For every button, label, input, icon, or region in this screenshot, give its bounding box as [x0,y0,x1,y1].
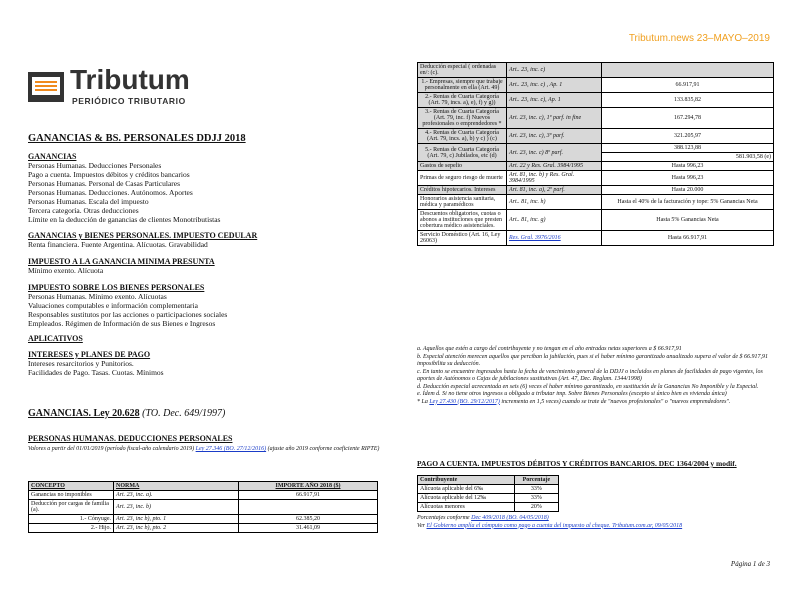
table-header-row [418,476,559,485]
table-cell: 2.- Rentas de Cuarta Categoría (Art. 79, incs. a), e), f) y g)) [418,93,507,108]
table-cell: 1.- Empresas, siempre que trabaje personalmente en ella (Art. 49) [418,78,507,93]
table-cell: 5.- Rentas de Cuarta Categoría (Art. 79, c) Jubilados, etc (d) [418,144,507,162]
logo [28,64,208,114]
table-cell: Ganancias no imponibles [29,491,114,500]
column-header: Contribuyente [418,476,515,485]
index-heading: IMPUESTO SOBRE LOS BIENES PERSONALES [28,283,205,292]
table-cell: Servicio Doméstico (Art. 16, Ley 26063) [418,231,507,246]
deductions-heading: PERSONAS HUMANAS. DEDUCCIONES PERSONALES [28,434,233,443]
note-item: c. En tanto se encuentre ingresados hasta la fecha de vencimiento general de la DDJJ o incluidos en planes de facilidades de pago vigentes, los aportes de Autónomos o Cajas de jubilaciones sustitutivas (Art. 47, Dec. Reglam. 1344/1998) [417,368,763,382]
column-header [602,63,774,78]
pago-note-1 [417,515,777,523]
note-item: e. Ídem d. Si no tiene otros ingresos u obligado a tributar imp. Sobre Bienes Personales (excepto si único bien es vivienda única) [417,391,727,397]
column-header: NORMA [114,482,239,491]
note-item: d. Deducción especial acrecentada en seis (6) veces el haber mínimo garantizado, en sustitución de la Ganancias No Imponible y la Especial. [417,383,759,390]
column-header: Deducción especial ( ordenadas en/: (c). [418,63,507,78]
table-cell: Art.. 81, inc. h) [507,195,602,210]
index-item[interactable]: Renta financiera. Fuente Argentina. Alícuotas. Gravabilidad [28,240,208,249]
index-item[interactable]: Valuaciones computables e información complementaria [28,301,198,310]
table-cell: Art. 23, inc. c) 8º parf. [507,144,602,162]
table-row [29,491,378,500]
column-header: Porcentaje [514,476,558,485]
table-row [418,186,774,195]
index-list [28,240,257,249]
table-row [418,108,774,129]
header-date: Tributum.news 23–MAYO–2019 [628,33,770,44]
table-row [29,500,378,515]
note-text: Porcentajes conforme [417,515,472,521]
index-item[interactable]: Personas Humanas. Personal de Casas Particulares [28,179,181,188]
index-minima [28,257,215,275]
ley-27430-link[interactable]: Ley 27.430 (BO. 29/12/2017) [429,398,500,405]
logo-name: Tributum [70,64,190,95]
table-row [418,162,774,171]
note-star [417,399,774,407]
table-row [418,485,559,494]
table-row [418,195,774,210]
table-cell: Hasta 996,23 [602,171,774,186]
table-row [418,503,559,512]
index-list [28,161,388,224]
page-title: GANANCIAS & BS. PERSONALES DDJJ 2018 [28,133,246,144]
table-row [418,93,774,108]
table-cell: Art.. 23, inc. c) , Ap. 1 [507,78,602,93]
table-cell: Hasta 5% Ganancias Neta [602,210,774,231]
index-item[interactable]: Personas Humanas. Deducciones Personales [28,161,162,170]
index-ganancias [28,152,388,224]
index-item[interactable]: Personas Humanas. Deducciones. Autónomos. Aportes [28,188,193,197]
column-header: IMPORTE AÑO 2018 ($) [239,482,378,491]
table-cell: Art. 23, inc. b) [114,500,239,515]
page-number: Página 1 de 3 [730,560,770,568]
table-cell: Art.. 23, inc. c), Ap. 1 [507,93,602,108]
table-cell: 66.917,91 [602,78,774,93]
index-aplicativos [28,334,83,343]
table-cell: Art. 22 y Res. Gral. 3984/1995 [507,162,602,171]
pago-note-2 [417,523,777,531]
table-cell: 66.917,91 [239,491,378,500]
table-cell: 1.- Cónyuge. [29,515,114,524]
index-list [28,292,227,328]
index-item[interactable]: Pago a cuenta. Impuestos débitos y créditos bancarios [28,170,190,179]
table-row [418,171,774,186]
table-cell: Descuentos obligatorios, cuotas o abonos a instituciones que presten cobertura médico asistenciales. [418,210,507,231]
index-heading: GANANCIAS y BIENES PERSONALES. IMPUESTO CEDULAR [28,231,258,240]
pago-notes [417,515,777,530]
table-cell: 62.385,20 [239,515,378,524]
table-cell: Hasta 996,23 [602,162,774,171]
index-item[interactable]: Mínimo exento. Alícuota [28,266,104,275]
table-cell: Art. 23, inc. a). [114,491,239,500]
table-row [29,515,378,524]
note-item: b. Especial atención merecen aquellos que perciban la jubilación, pues si el haber mínimo garantizado anualizado supera el valor de $ 66.917,91 imposibilita su deducción. [417,353,769,367]
table-row [418,494,559,503]
table-cell: Art. 23, inc b), pto. 1 [114,515,239,524]
table-row [418,231,774,246]
table-cell: Hasta 20.000 [602,186,774,195]
law-name: GANANCIAS. Ley 20.628 [28,408,140,419]
index-heading: INTERESES y PLANES DE PAGO [28,350,151,359]
index-bienes [28,283,227,328]
table-cell: 2.- Hijo. [29,524,114,533]
table-cell: Art. 81, inc. b) y Res. Gral. 3984/1995 [507,171,602,186]
index-item[interactable]: Facilidades de Pago. Tasas. Cuotas. Mínimos [28,368,164,377]
pago-heading: PAGO A CUENTA. IMPUESTOS DÉBITOS Y CRÉDITOS BANCARIOS. DEC 1364/2004 y modif. [417,459,737,468]
index-intereses [28,350,164,377]
index-list [28,359,164,377]
table-cell: 20% [514,503,558,512]
table-cell: Gastos de sepelio [418,162,507,171]
table-cell: 167.294,78 [602,108,774,129]
table-cell: Art. 23, inc. c), 1º parf. in fine [507,108,602,129]
note-text: * La [417,398,430,405]
notes-list [417,346,774,399]
table-cell: Hasta 66.917,91 [602,231,774,246]
table-cell: Art. 23, inc. c), 3º parf. [507,129,602,144]
index-heading: GANANCIAS [28,152,77,161]
deductions-intro [28,446,388,454]
index-heading: APLICATIVOS [28,334,83,343]
logo-icon [28,72,64,102]
table-row [418,210,774,231]
table-cell: Alícuotas menores [418,503,515,512]
table-cell: 388.123,88 [602,144,774,153]
table-notes [417,346,774,406]
column-header: Art.. 23, inc. c) [507,63,602,78]
table-cell: Deducción por cargas de familia (a). [29,500,114,515]
note-text: incrementa en 1,5 veces) cuando se trate de "nuevos profesionales" o "nuevos emprendedores". [499,398,731,405]
intro-text: Valores a partir del 01/01/2019 (período fiscal-año calendario 2019) [28,446,196,452]
table-header-row [29,482,378,491]
table-row [418,129,774,144]
index-heading: IMPUESTO A LA GANANCIA MINIMA PRESUNTA [28,257,215,266]
table-cell: Art. 23, inc b), pto. 2 [114,524,239,533]
table-cell: Art.. 81, inc. g) [507,210,602,231]
table-cell: 33% [514,485,558,494]
note-text: Ver [417,522,427,529]
table-cell: 33% [514,494,558,503]
index-item[interactable]: Personas Humanas. Escala del impuesto [28,197,149,206]
table-header-row [418,63,774,78]
index-cedular [28,231,257,249]
index-item[interactable]: Personas Humanas. Mínimo exento. Alícuotas [28,292,167,301]
table-cell [239,500,378,515]
table-cell: 133.835,82 [602,93,774,108]
intro-text: (ajuste año 2019 conforme coeficiente RIPTE) [266,446,380,452]
table-cell: 321.205,97 [602,129,774,144]
table-cell: Alícuota aplicable del 6‰ [418,485,515,494]
table-cell: Art. 81, inc. a), 2º parf. [507,186,602,195]
table-cell: Hasta el 40% de la facturación y tope: 5% Ganancias Neta [602,195,774,210]
note-item: a. Aquellos que estén a cargo del contribuyente y no tengan en el año entradas netas superiores a $ 66.917,91 [417,346,682,352]
index-item[interactable]: Tercera categoría. Otras deducciones [28,206,139,215]
table-cell: Alícuota aplicable del 12‰ [418,494,515,503]
index-item[interactable]: Intereses resarcitorios y Punitorios. [28,359,134,368]
table-cell: 3.- Rentas de Cuarta Categoría (Art. 79, inc. f) Nuevos profesionales o emprendedores * [418,108,507,129]
index-item[interactable]: Límite en la deducción de ganancias de clientes Monotributistas [28,215,221,224]
pago-table [417,475,559,512]
index-list [28,266,215,275]
table-cell: 581.903,58 (e) [602,153,774,162]
dec-409-link[interactable]: Dec 409/2018 (BO. 04/05/2018) [471,515,549,521]
table-cell: Honorarios asistencia sanitaria, médica y paramédicos [418,195,507,210]
ley-27346-link[interactable]: Ley 27.346 (BO. 27/12/2016) [195,446,267,452]
table-row [29,524,378,533]
table-row [418,144,774,153]
logo-subtitle: PERIÓDICO TRIBUTARIO [72,96,186,106]
table-cell: Créditos hipotecarios. Intereses [418,186,507,195]
table-cell: 4.- Rentas de Cuarta Categoría (Art. 79, incs. a), b) y c) ) (c) [418,129,507,144]
res-gral-3976-link[interactable]: Res. Gral. 3976/2016 [507,231,602,246]
gobierno-article-link[interactable]: El Gobierno amplía el cómputo como pago a cuenta del impuesto al cheque. Tributum.com.ar, 09/05/2018 [426,522,683,529]
index-item[interactable]: Empleados. Régimen de Información de sus Bienes e Ingresos [28,319,216,328]
law-title [28,408,225,419]
table-cell: 31.461,09 [239,524,378,533]
table-cell: Primas de seguro riesgo de muerte [418,171,507,186]
deductions-table [28,481,378,533]
index-item[interactable]: Responsables sustitutos por las acciones o participaciones sociales [28,310,228,319]
special-deductions-table [417,62,774,246]
table-row [418,78,774,93]
law-ref: (TO. Dec. 649/1997) [139,408,226,419]
column-header: CONCEPTO [29,482,114,491]
